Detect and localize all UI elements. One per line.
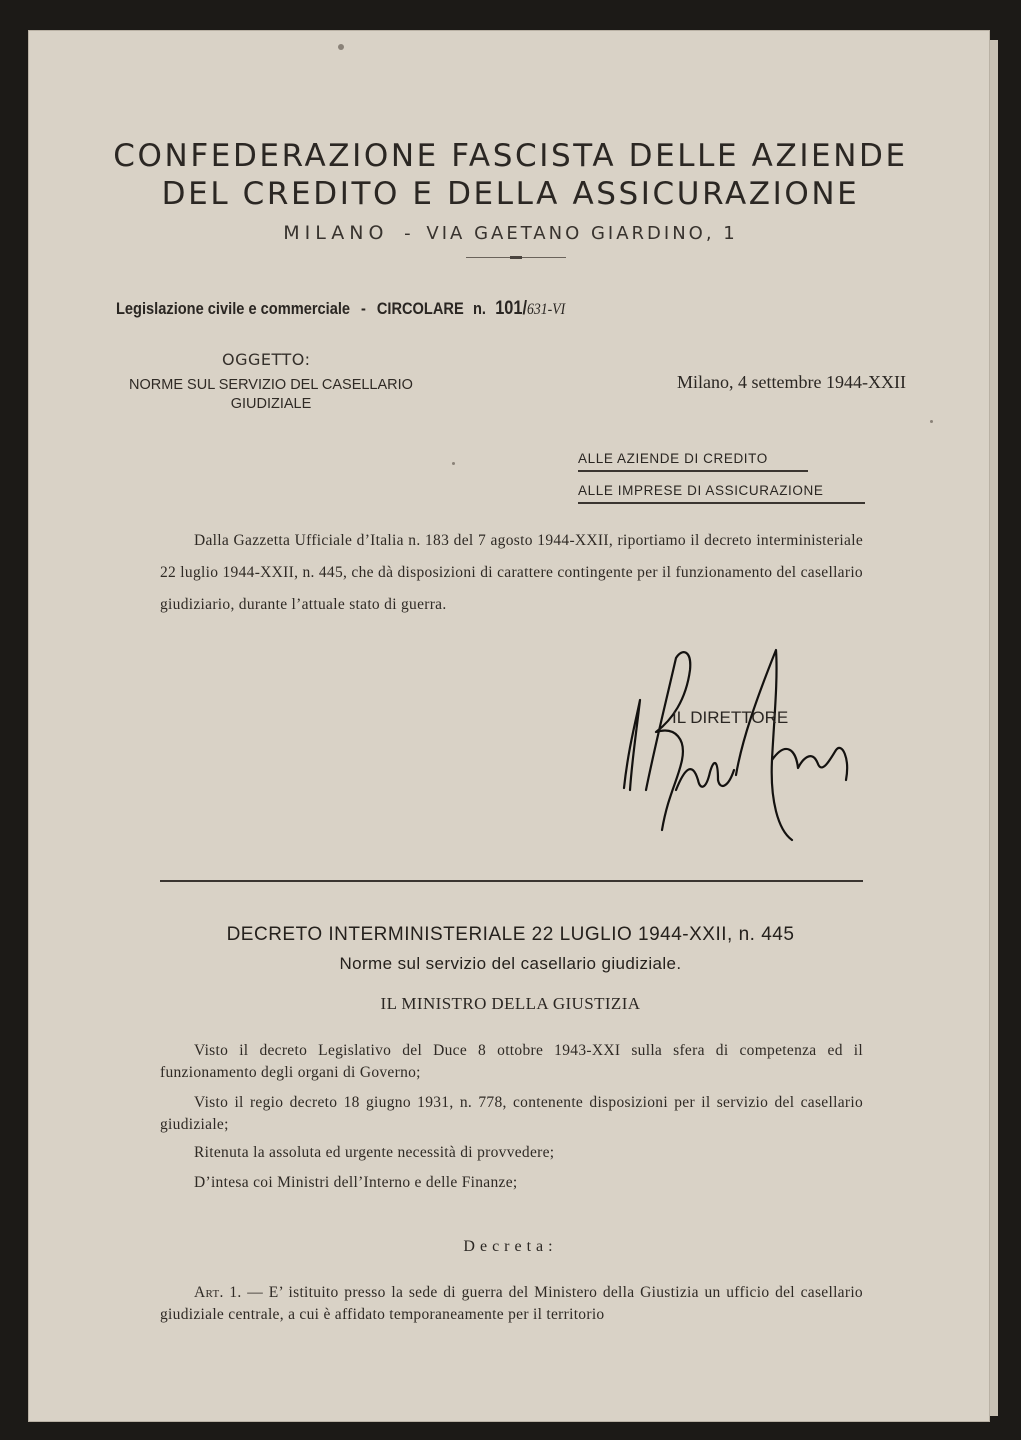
decree-title: DECRETO INTERMINISTERIALE 22 LUGLIO 1944-XXII, n. 445 xyxy=(226,924,795,945)
recital-paragraph: Visto il decreto Legislativo del Duce 8 ottobre 1943-XXI sulla sfera di competenza ed il funzionamento degli organi di Governo; xyxy=(160,1042,863,1081)
circular-handwritten-number: 631-VI xyxy=(526,301,566,318)
circular-section: Legislazione civile e commerciale xyxy=(116,299,351,318)
circular-number: 101/ xyxy=(495,298,527,319)
recipient-underline xyxy=(578,470,808,472)
circular-number-prefix: n. xyxy=(472,299,486,318)
circular-reference xyxy=(116,298,565,320)
address-city: MILANO xyxy=(283,222,389,244)
article-1-paragraph xyxy=(160,1282,863,1326)
decreta-heading: Decreta: xyxy=(463,1238,558,1255)
header-divider xyxy=(466,257,566,258)
section-divider xyxy=(160,880,863,882)
paper-speck xyxy=(452,462,455,465)
subject-text: NORME SUL SERVIZIO DEL CASELLARIO GIUDIZIALE xyxy=(129,377,413,412)
article-1-text: E’ istituito presso la sede di guerra del Ministero della Giustizia un ufficio del casellario giudiziale centrale, a cui è affidato temporaneamente per il territorio xyxy=(160,1284,863,1323)
address-street: VIA GAETANO GIARDINO, 1 xyxy=(426,223,738,244)
handwritten-signature xyxy=(606,640,866,850)
recital-paragraph: Ritenuta la assoluta ed urgente necessità di provvedere; xyxy=(194,1144,555,1161)
intro-paragraph xyxy=(160,525,863,621)
address-separator: - xyxy=(404,223,411,244)
paper-speck xyxy=(338,44,344,50)
page-edge xyxy=(990,40,998,1416)
article-1-label: Art. 1. — xyxy=(194,1284,264,1301)
circular-separator: - xyxy=(360,299,366,318)
subject-label: OGGETTO: xyxy=(222,350,311,369)
recital-paragraph: D’intesa coi Ministri dell’Interno e delle Finanze; xyxy=(194,1174,518,1191)
recipient-underline xyxy=(578,502,865,504)
recital-paragraph: Visto il regio decreto 18 giugno 1931, n. 778, contenente disposizioni per il servizio del casellario giudiziale; xyxy=(160,1094,863,1133)
organization-name-line1: CONFEDERAZIONE FASCISTA DELLE AZIENDE xyxy=(113,138,908,174)
intro-paragraph-text: Dalla Gazzetta Ufficiale d’Italia n. 183 del 7 agosto 1944-XXII, riportiamo il decreto interministeriale 22 luglio 1944-XXII, n. 445, che dà disposizioni di carattere contingente per il funzionamento del casellario giudiziario, durante l’attuale stato di guerra. xyxy=(160,532,863,613)
recipient-insurance-companies: ALLE IMPRESE DI ASSICURAZIONE xyxy=(578,483,824,498)
document-date: Milano, 4 settembre 1944-XXII xyxy=(677,372,906,392)
organization-address xyxy=(0,222,1021,244)
recipient-credit-companies: ALLE AZIENDE DI CREDITO xyxy=(578,451,768,466)
decree-authority: IL MINISTRO DELLA GIUSTIZIA xyxy=(380,994,641,1013)
organization-name-line2: DEL CREDITO E DELLA ASSICURAZIONE xyxy=(161,176,860,212)
paper-speck xyxy=(930,420,933,423)
decree-subtitle: Norme sul servizio del casellario giudiziale. xyxy=(339,954,682,973)
circular-label: CIRCOLARE xyxy=(376,299,464,318)
signature-title: IL DIRETTORE xyxy=(672,708,789,727)
